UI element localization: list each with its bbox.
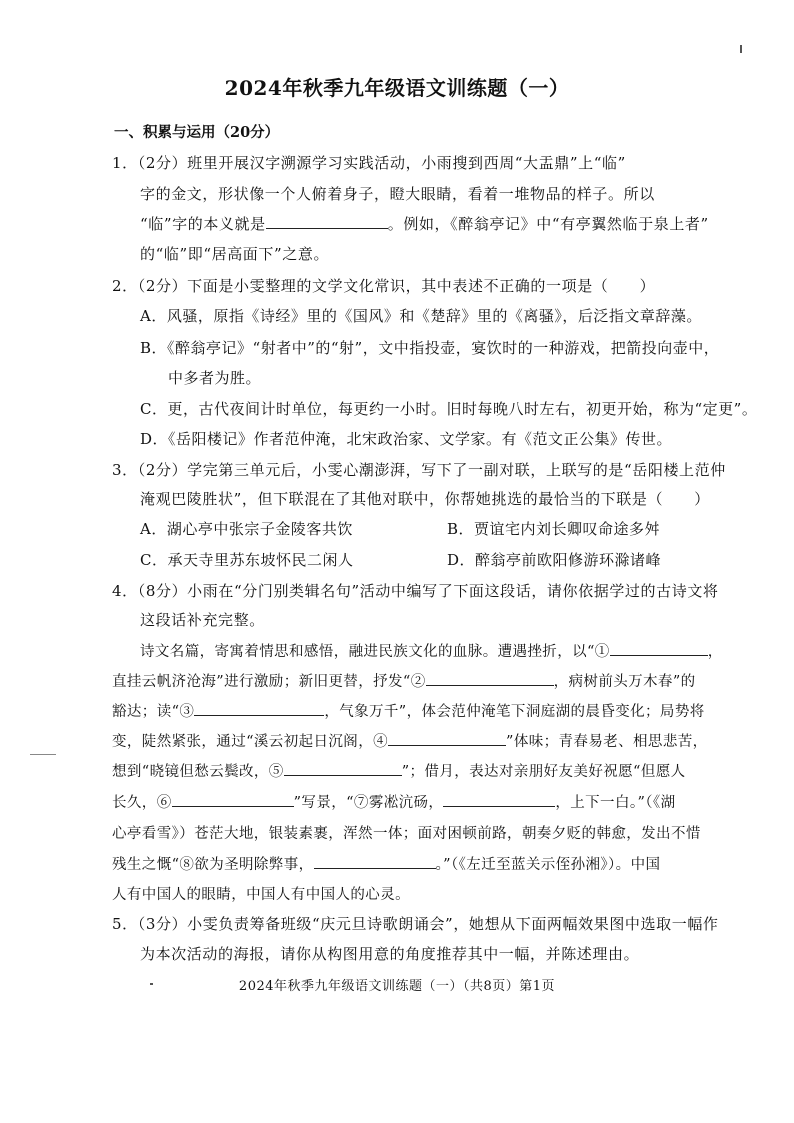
answer-blank-q4-3[interactable]	[194, 700, 324, 716]
question-3-option-a: A．湖心亭中张宗子金陵客共饮	[140, 520, 353, 538]
answer-blank-q4-8[interactable]	[314, 853, 436, 869]
passage-line-4	[112, 730, 708, 751]
exam-title: 2024年秋季九年级语文训练题（一）	[224, 76, 570, 100]
passage-text: 残生之慨“⑧欲为圣明除弊事，	[112, 857, 314, 873]
answer-blank-q4-5[interactable]	[284, 760, 402, 776]
passage-line-1	[140, 640, 723, 661]
passage-text: ，气象万千”，体会范仲淹笔下洞庭湖的晨昏变化；局势将	[324, 704, 705, 720]
question-3-option-b: B．贾谊宅内刘长卿叹命途多舛	[447, 520, 661, 538]
passage-text: 长久，⑥	[112, 795, 172, 811]
question-2-option-b-cont: 中多者为胜。	[168, 369, 262, 387]
question-1-line-3	[140, 213, 709, 234]
question-2-stem: 2．（2分）下面是小雯整理的文学文化常识，其中表述不正确的一项是（ ）	[112, 277, 656, 295]
passage-text: ”体味；青春易老、相思悲苦，	[506, 734, 708, 750]
passage-line-7: 心亭看雪》）苍茫大地，银装素裹，浑然一体；面对困顿前路，朝奏夕贬的韩愈，发出不惜	[112, 826, 701, 842]
question-1-line-4: 的“临”即“居高面下”之意。	[140, 245, 330, 263]
scan-speck	[740, 45, 742, 53]
answer-blank-q4-4[interactable]	[388, 730, 506, 746]
question-1-text-a: “临”字的本义就是	[140, 215, 266, 233]
scan-speck	[150, 983, 153, 985]
answer-blank-q4-7[interactable]	[443, 791, 555, 807]
question-2-option-a: A．风骚，原指《诗经》里的《国风》和《楚辞》里的《离骚》，后泛指文章辞藻。	[140, 307, 702, 325]
question-2-option-b: B．《醉翁亭记》“射者中”的“射”，文中指投壶，宴饮时的一种游戏，把箭投向壶中，	[140, 339, 720, 357]
passage-line-8	[112, 853, 660, 874]
answer-blank-q4-6[interactable]	[172, 791, 294, 807]
passage-text: 豁达；读“③	[112, 704, 195, 720]
answer-blank-q4-1[interactable]	[610, 640, 708, 656]
question-1-text-b: 。例如，《醉翁亭记》中“有亭翼然临于泉上者”	[387, 215, 709, 233]
question-1-line-2: 字的金文，形状像一个人俯着身子，瞪大眼睛，看着一堆物品的样子。所以	[140, 185, 655, 203]
passage-text: 变，陡然紧张，通过“溪云初起日沉阁，④	[112, 734, 389, 750]
question-3-option-c: C．承天寺里苏东坡怀民二闲人	[140, 551, 354, 569]
page-footer: 2024年秋季九年级语文训练题（一）（共8页）第1页	[238, 979, 556, 994]
passage-line-5	[112, 760, 686, 781]
section-heading: 一、积累与运用（20分）	[114, 124, 280, 141]
passage-line-2	[112, 670, 696, 691]
question-5-line-1: 5．（3分）小雯负责筹备班级“庆元旦诗歌朗诵会”，她想从下面两幅效果图中选取一幅作	[112, 915, 719, 933]
passage-text: ，病树前头万木春”的	[553, 674, 696, 690]
passage-text: 。”（《左迁至蓝关示侄孙湘》）。中国	[435, 857, 661, 873]
passage-text: 想到“晓镜但愁云鬓改，⑤	[112, 764, 284, 780]
question-3-line-2: 淹观巴陵胜状”，但下联混在了其他对联中，你帮她挑选的最恰当的下联是（ ）	[140, 490, 710, 508]
question-4-line-1: 4．（8分）小雨在“分门别类辑名句”活动中编写了下面这段话，请你依据学过的古诗文将	[112, 582, 719, 600]
passage-text: 诗文名篇，寄寓着情思和感悟，融进民族文化的血脉。遭遇挫折，以“①	[140, 644, 610, 660]
passage-line-3	[112, 700, 705, 721]
question-5-line-2: 为本次活动的海报，请你从构图用意的角度推荐其中一幅，并陈述理由。	[140, 945, 640, 963]
passage-text: ，	[707, 644, 723, 660]
question-3-option-d: D．醉翁亭前欧阳修游环滁诸峰	[447, 551, 662, 569]
passage-text: 直挂云帆济沧海”进行激励；新旧更替，抒发“②	[112, 674, 426, 690]
question-2-option-d: D．《岳阳楼记》作者范仲淹，北宋政治家、文学家。有《范文正公集》传世。	[140, 430, 673, 448]
question-1-line-1: 1．（2分）班里开展汉字溯源学习实践活动，小雨搜到西周“大盂鼎”上“临”	[112, 154, 626, 172]
answer-blank-1[interactable]	[266, 213, 388, 229]
question-4-line-2: 这段话补充完整。	[140, 611, 265, 629]
question-3-line-1: 3．（2分）学完第三单元后，小雯心潮澎湃，写下了一副对联，上联写的是“岳阳楼上范仲	[112, 461, 726, 479]
answer-blank-q4-2[interactable]	[426, 670, 554, 686]
passage-text: ，上下一白。”（《湖	[555, 795, 676, 811]
passage-line-9: 人有中国人的眼睛，中国人有中国人的心灵。	[112, 887, 410, 903]
passage-line-6	[112, 791, 676, 812]
passage-text: ”；借月，表达对亲朋好友美好祝愿“但愿人	[401, 764, 686, 780]
scan-speck	[30, 754, 56, 755]
question-2-option-c: C．更，古代夜间计时单位，每更约一小时。旧时每晚八时左右，初更开始，称为“定更”。	[140, 400, 758, 418]
passage-text: ”写景，“⑦雾凇沆砀，	[293, 795, 444, 811]
